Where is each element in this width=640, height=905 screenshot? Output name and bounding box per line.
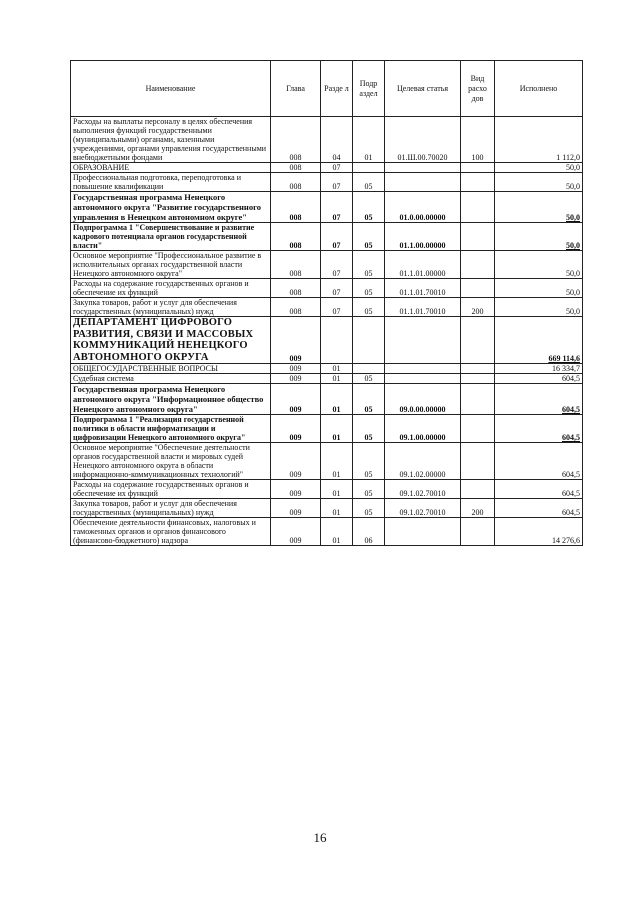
cell-value: 50,0 [495,163,583,173]
cell-razdel: 01 [321,499,353,518]
cell-glava: 008 [271,223,321,251]
cell-razdel: 01 [321,384,353,415]
cell-glava: 009 [271,374,321,384]
cell-razdel: 01 [321,518,353,546]
cell-celevaya: 01.0.00.00000 [385,192,461,223]
table-row [71,192,583,223]
cell-value: 16 334,7 [495,364,583,374]
cell-podrazdel [353,364,385,374]
header-ispolneno: Исполнено [495,61,583,117]
cell-name: Основное мероприятие "Обеспечение деятельности органов государственной власти и мировых судей Ненецкого автономного округа в области информационно-коммуникационных технологий" [71,443,271,480]
cell-celevaya [385,173,461,192]
cell-name: Закупка товаров, работ и услуг для обеспечения государственных (муниципальных) нужд [71,298,271,317]
table-row [71,415,583,443]
cell-glava: 009 [271,480,321,499]
header-glava: Глава [271,61,321,117]
table-row [71,163,583,173]
cell-glava: 008 [271,279,321,298]
cell-name: Обеспечение деятельности финансовых, налоговых и таможенных органов и органов финансового (финансово-бюджетного) надзора [71,518,271,546]
cell-glava: 008 [271,173,321,192]
cell-razdel: 01 [321,443,353,480]
cell-vid [461,192,495,223]
cell-name: Подпрограмма 1 "Совершенствование и развитие кадрового потенциала органов государственной власти" [71,223,271,251]
budget-table [70,60,583,546]
cell-vid [461,317,495,364]
cell-podrazdel: 05 [353,374,385,384]
cell-value: 604,5 [495,443,583,480]
cell-celevaya [385,518,461,546]
table-row [71,298,583,317]
table-row [71,317,583,364]
table-row [71,480,583,499]
cell-glava: 009 [271,384,321,415]
cell-vid [461,279,495,298]
cell-razdel: 07 [321,298,353,317]
cell-podrazdel: 05 [353,499,385,518]
cell-razdel: 04 [321,117,353,163]
cell-celevaya [385,374,461,384]
cell-glava: 008 [271,298,321,317]
cell-podrazdel: 05 [353,298,385,317]
cell-vid [461,480,495,499]
cell-name: Расходы на выплаты персоналу в целях обеспечения выполнения функций государственными (муниципальными) органами, казенными учреждениями, органами управления государственными внебюджетными фондами [71,117,271,163]
cell-glava: 008 [271,163,321,173]
cell-vid [461,223,495,251]
cell-vid [461,163,495,173]
cell-celevaya: 09.1.00.00000 [385,415,461,443]
cell-celevaya: 09.1.02.70010 [385,499,461,518]
cell-value: 14 276,6 [495,518,583,546]
table-row [71,374,583,384]
cell-celevaya: 09.1.02.70010 [385,480,461,499]
cell-celevaya: 01.1.01.70010 [385,298,461,317]
header-name: Наименование [71,61,271,117]
table-row [71,279,583,298]
cell-name: Закупка товаров, работ и услуг для обеспечения государственных (муниципальных) нужд [71,499,271,518]
cell-value: 50,0 [495,251,583,279]
header-celevaya: Целевая статья [385,61,461,117]
cell-podrazdel: 06 [353,518,385,546]
cell-name: Расходы на содержание государственных органов и обеспечение их функций [71,480,271,499]
header-vid: Вид расхо дов [461,61,495,117]
cell-podrazdel [353,317,385,364]
cell-celevaya: 09.1.02.00000 [385,443,461,480]
cell-glava: 009 [271,499,321,518]
cell-podrazdel: 05 [353,443,385,480]
cell-razdel: 07 [321,173,353,192]
cell-podrazdel: 01 [353,117,385,163]
cell-podrazdel: 05 [353,192,385,223]
page-number: 16 [313,830,327,845]
cell-celevaya: 09.0.00.00000 [385,384,461,415]
cell-vid [461,384,495,415]
cell-podrazdel: 05 [353,480,385,499]
cell-vid [461,251,495,279]
cell-name: Государственная программа Ненецкого автономного округа "Информационное общество Ненецкого автономного округа" [71,384,271,415]
cell-celevaya [385,364,461,374]
cell-vid: 100 [461,117,495,163]
cell-value: 669 114,6 [495,317,583,364]
cell-glava: 008 [271,117,321,163]
cell-razdel: 07 [321,163,353,173]
cell-vid [461,443,495,480]
table-header-row [71,61,583,117]
table-row [71,251,583,279]
cell-razdel: 01 [321,364,353,374]
cell-vid [461,374,495,384]
cell-celevaya [385,163,461,173]
header-podrazdel: Подр аздел [353,61,385,117]
cell-razdel: 07 [321,251,353,279]
table-row [71,384,583,415]
cell-name: Основное мероприятие "Профессиональное развитие в исполнительных органах государственной власти Ненецкого автономного округа" [71,251,271,279]
cell-vid [461,364,495,374]
cell-name: Судебная система [71,374,271,384]
cell-value: 604,5 [495,374,583,384]
cell-podrazdel: 05 [353,415,385,443]
cell-glava: 008 [271,251,321,279]
cell-value: 50,0 [495,223,583,251]
cell-razdel: 01 [321,374,353,384]
header-razdel: Разде л [321,61,353,117]
cell-value: 50,0 [495,173,583,192]
cell-glava: 009 [271,317,321,364]
table-row [71,117,583,163]
cell-name: Государственная программа Ненецкого автономного округа "Развитие государственного управления в Ненецком автономном округе" [71,192,271,223]
cell-celevaya: 01.1.01.00000 [385,251,461,279]
cell-glava: 008 [271,192,321,223]
cell-razdel [321,317,353,364]
cell-razdel: 07 [321,192,353,223]
cell-glava: 009 [271,443,321,480]
cell-vid [461,518,495,546]
cell-podrazdel: 05 [353,279,385,298]
cell-value: 1 112,0 [495,117,583,163]
cell-name: Расходы на содержание государственных органов и обеспечение их функций [71,279,271,298]
cell-podrazdel: 05 [353,384,385,415]
cell-razdel: 07 [321,279,353,298]
cell-name: Подпрограмма 1 "Реализация государственной политики в области информатизации и цифровизации Ненецкого автономного округа" [71,415,271,443]
cell-podrazdel [353,163,385,173]
cell-value: 604,5 [495,480,583,499]
cell-name: ДЕПАРТАМЕНТ ЦИФРОВОГО РАЗВИТИЯ, СВЯЗИ И МАССОВЫХ КОММУНИКАЦИЙ НЕНЕЦКОГО АВТОНОМНОГО ОКРУГА [71,317,271,364]
cell-value: 50,0 [495,298,583,317]
cell-celevaya: 01.Ш.00.70020 [385,117,461,163]
cell-value: 604,5 [495,499,583,518]
cell-celevaya [385,317,461,364]
cell-vid [461,173,495,192]
cell-glava: 009 [271,518,321,546]
cell-glava: 009 [271,415,321,443]
table-row [71,499,583,518]
cell-vid: 200 [461,499,495,518]
cell-glava: 009 [271,364,321,374]
cell-name: ОБЩЕГОСУДАРСТВЕННЫЕ ВОПРОСЫ [71,364,271,374]
table-row [71,173,583,192]
cell-value: 50,0 [495,192,583,223]
cell-vid: 200 [461,298,495,317]
table-row [71,364,583,374]
cell-podrazdel: 05 [353,173,385,192]
cell-name: ОБРАЗОВАНИЕ [71,163,271,173]
table-row [71,518,583,546]
cell-vid [461,415,495,443]
table-row [71,443,583,480]
cell-value: 604,5 [495,384,583,415]
cell-razdel: 01 [321,415,353,443]
table-row [71,223,583,251]
cell-podrazdel: 05 [353,251,385,279]
cell-celevaya: 01.1.00.00000 [385,223,461,251]
cell-podrazdel: 05 [353,223,385,251]
cell-name: Профессиональная подготовка, переподготовка и повышение квалификации [71,173,271,192]
cell-value: 50,0 [495,279,583,298]
cell-celevaya: 01.1.01.70010 [385,279,461,298]
cell-razdel: 07 [321,223,353,251]
cell-value: 604,5 [495,415,583,443]
cell-razdel: 01 [321,480,353,499]
